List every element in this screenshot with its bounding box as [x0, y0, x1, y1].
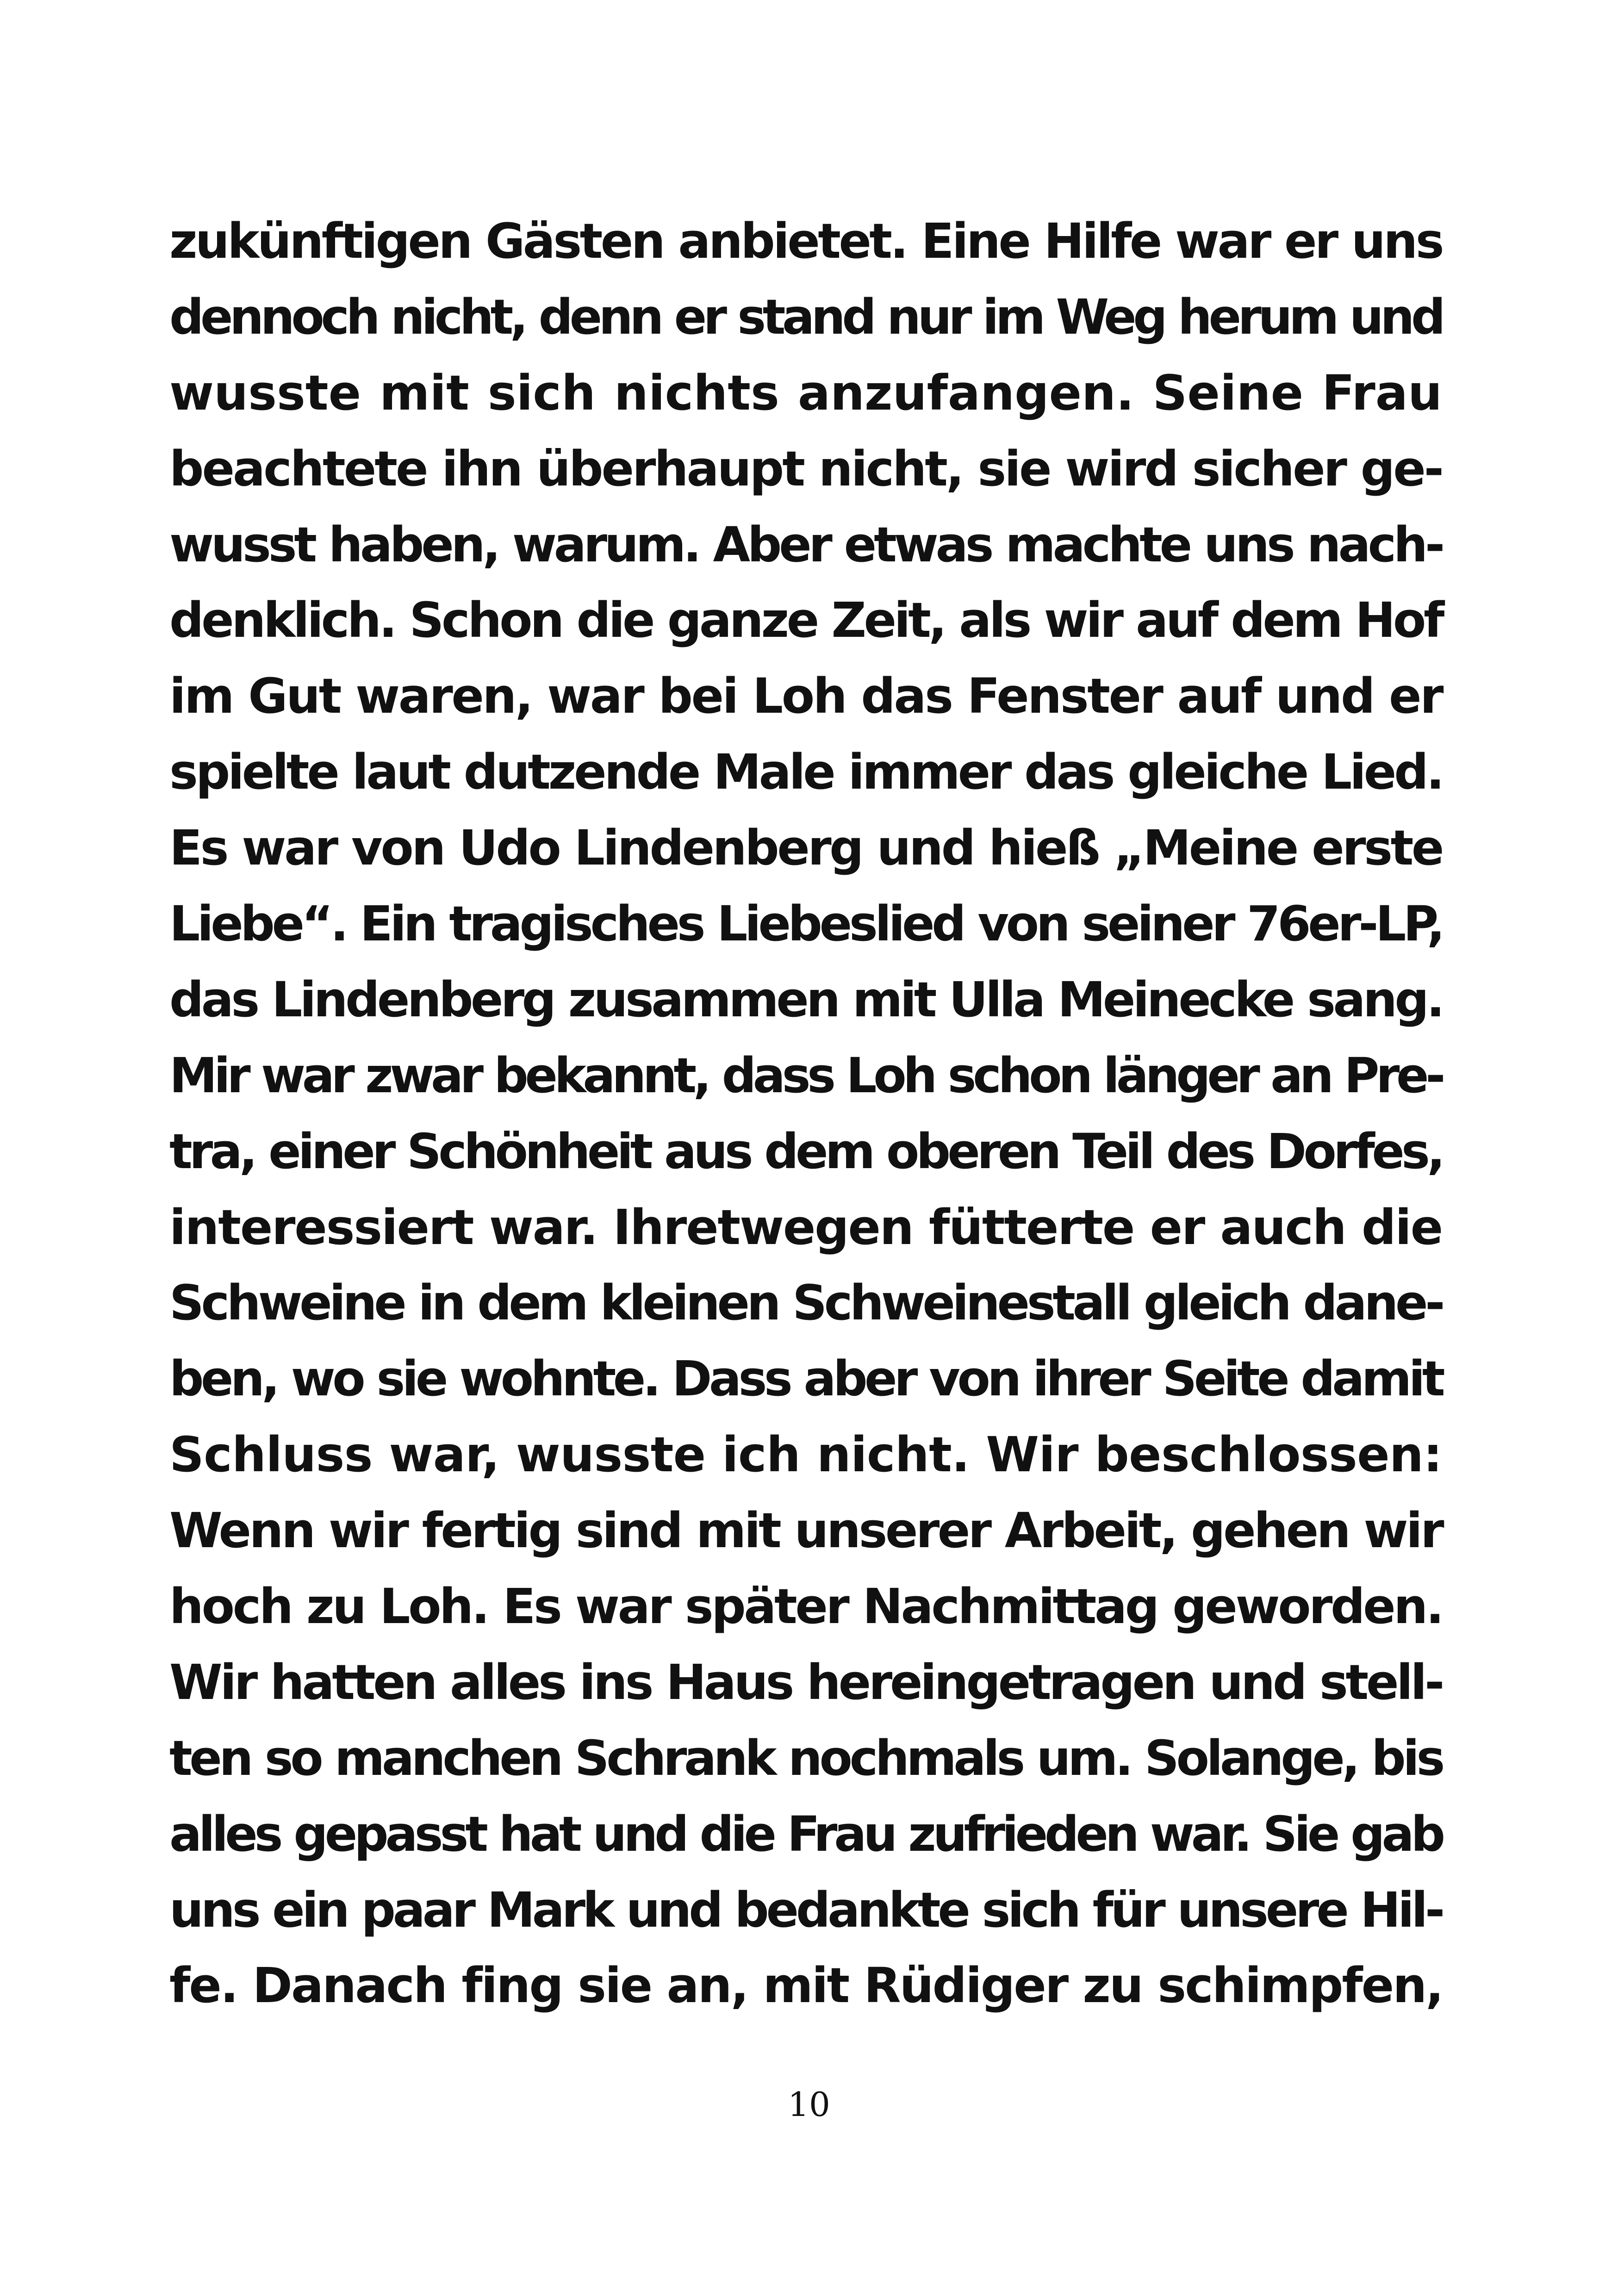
text-line: denklich. Schon die ganze Zeit, als wir auf dem Hof — [169, 592, 1442, 649]
text-line: ben, wo sie wohnte. Dass aber von ihrer Seite damit — [169, 1350, 1442, 1407]
page-number: 10 — [788, 2085, 830, 2124]
text-line: tra, einer Schönheit aus dem oberen Teil des Dorfes, — [169, 1123, 1442, 1180]
text-line: Wir hatten alles ins Haus hereingetragen und stell- — [169, 1654, 1442, 1711]
text-line: wusste mit sich nichts anzufangen. Seine Frau — [169, 364, 1442, 421]
text-line: Schweine in dem kleinen Schweinestall gleich dane- — [169, 1275, 1442, 1332]
text-line: ten so manchen Schrank nochmals um. Solange, bis — [169, 1730, 1442, 1786]
text-line: das Lindenberg zusammen mit Ulla Meinecke sang. — [169, 971, 1442, 1028]
text-line: im Gut waren, war bei Loh das Fenster auf und er — [169, 668, 1442, 725]
text-line: wusst haben, warum. Aber etwas machte uns nach- — [169, 516, 1442, 573]
text-line: uns ein paar Mark und bedankte sich für unsere Hil- — [169, 1881, 1442, 1938]
text-line: beachtete ihn überhaupt nicht, sie wird sicher ge- — [169, 440, 1442, 497]
text-line: Es war von Udo Lindenberg und hieß „Meine erste — [169, 820, 1442, 877]
text-line: zukünftigen Gästen anbietet. Eine Hilfe war er uns — [169, 213, 1442, 269]
text-line: dennoch nicht, denn er stand nur im Weg herum und — [169, 288, 1442, 345]
text-line: fe. Danach fing sie an, mit Rüdiger zu schimpfen, — [169, 1957, 1443, 2014]
text-line: spielte laut dutzende Male immer das gleiche Lied. — [169, 744, 1442, 801]
text-line: interessiert war. Ihretwegen fütterte er auch die — [169, 1199, 1442, 1256]
body-text — [169, 204, 1442, 2024]
text-line: hoch zu Loh. Es war später Nachmittag geworden. — [169, 1578, 1442, 1635]
text-line: alles gepasst hat und die Frau zufrieden war. Sie gab — [169, 1805, 1442, 1862]
text-line: Schluss war, wusste ich nicht. Wir beschlossen: — [169, 1426, 1442, 1483]
text-line: Mir war zwar bekannt, dass Loh schon länger an Pre- — [169, 1047, 1442, 1104]
text-line: Liebe“. Ein tragisches Liebeslied von seiner 76er-LP, — [169, 896, 1442, 952]
text-line: Wenn wir fertig sind mit unserer Arbeit, gehen wir — [169, 1502, 1442, 1559]
